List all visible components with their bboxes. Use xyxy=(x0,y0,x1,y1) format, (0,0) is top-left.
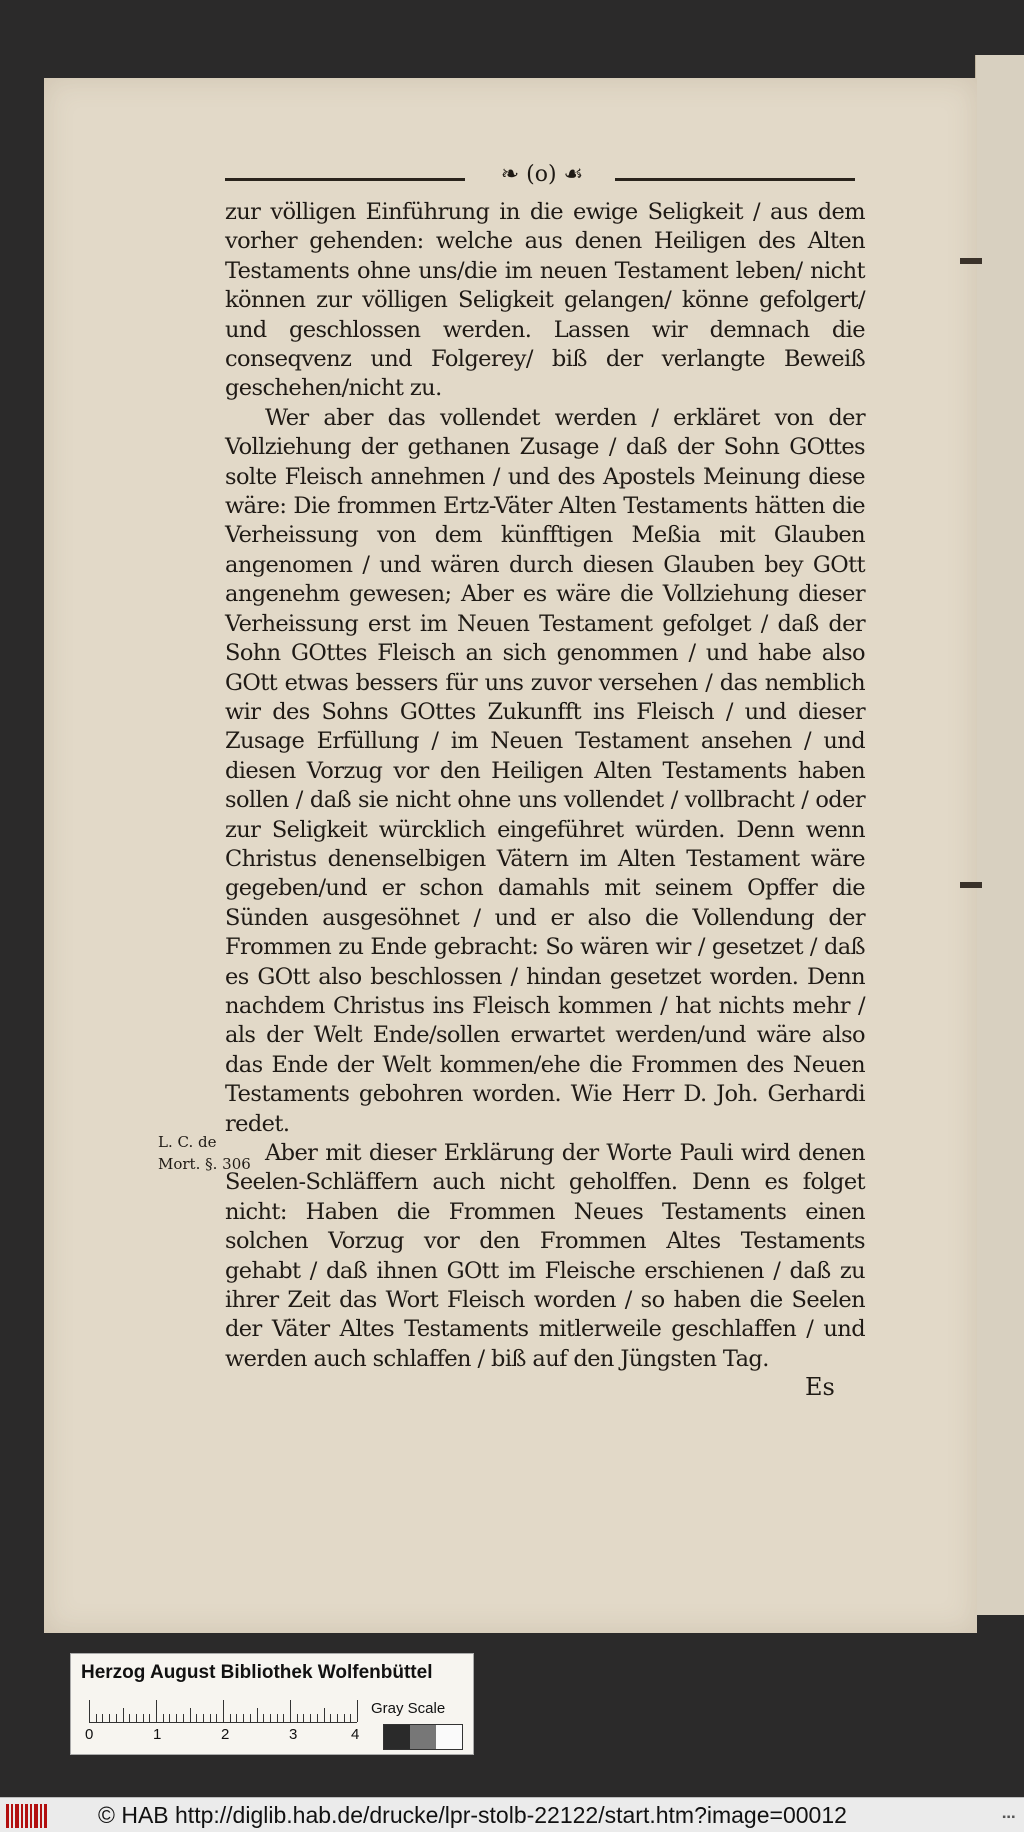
ruler-tick xyxy=(250,1714,251,1722)
ruler-label: 0 xyxy=(85,1726,94,1743)
ruler-label: 2 xyxy=(221,1726,230,1743)
caption-bar xyxy=(0,1797,1024,1832)
ruler-tick xyxy=(303,1714,304,1722)
gray-swatch-mid xyxy=(410,1725,436,1749)
ruler-tick xyxy=(169,1714,170,1722)
paragraph-3: Aber mit dieser Erklärung der Worte Pauli wird denen Seelen-Schläffern auch nicht geholffen. Denn es folget nicht: Haben die Frommen Neues Testaments einen solchen Vorzug vor den Frommen Altes Testaments gehabt / daß ihnen GOtt im Fleische erschienen / daß zu ihrer Zeit das Wort Fleisch worden / so haben die Seelen der Väter Altes Testaments mitlerweile geschlaffen / und werden auch schlaffen / biß auf den Jüngsten Tag. xyxy=(225,1140,865,1372)
ruler-tick xyxy=(317,1714,318,1722)
header-rule-right xyxy=(615,178,855,181)
ruler-tick xyxy=(270,1714,271,1722)
edge-mark-middle xyxy=(960,882,982,888)
ruler-tick xyxy=(203,1714,204,1722)
ruler-tick xyxy=(236,1714,237,1722)
ruler-tick xyxy=(350,1714,351,1722)
gray-swatch-dark xyxy=(384,1725,410,1749)
ruler-label: 1 xyxy=(153,1726,162,1743)
ruler-label: 3 xyxy=(289,1726,298,1743)
page-header xyxy=(225,162,855,190)
ruler-tick xyxy=(330,1714,331,1722)
more-dots-icon: ▪▪▪ xyxy=(1002,1812,1016,1823)
ruler-tick xyxy=(143,1714,144,1722)
ruler-tick xyxy=(223,1700,224,1722)
ruler-tick xyxy=(89,1700,90,1722)
ruler-tick xyxy=(277,1714,278,1722)
ruler-tick xyxy=(243,1714,244,1722)
ruler-tick xyxy=(230,1714,231,1722)
ruler-tick xyxy=(283,1714,284,1722)
hab-logo-icon xyxy=(6,1804,48,1828)
ruler-tick xyxy=(136,1714,137,1722)
margin-note-line1: L. C. de xyxy=(158,1133,217,1151)
page-ornament: ❧ (o) ☙ xyxy=(500,162,584,187)
header-rule-left xyxy=(225,178,465,181)
ruler-tick xyxy=(357,1700,358,1722)
ruler-tick xyxy=(176,1714,177,1722)
ruler-tick xyxy=(149,1714,150,1722)
ruler-tick xyxy=(216,1714,217,1722)
edge-mark-top xyxy=(960,258,982,264)
ruler-tick xyxy=(337,1714,338,1722)
catch-word: Es xyxy=(805,1373,835,1401)
gray-swatch-light xyxy=(436,1725,462,1749)
ruler-tick xyxy=(290,1700,291,1722)
copyright-url[interactable]: © HAB http://diglib.hab.de/drucke/lpr-stolb-22122/start.htm?image=00012 xyxy=(98,1802,847,1828)
ruler-label: 4 xyxy=(351,1726,360,1743)
scale-ruler xyxy=(89,1698,357,1723)
ruler-tick xyxy=(96,1714,97,1722)
gray-scale-swatches xyxy=(383,1724,463,1750)
ruler-tick xyxy=(297,1714,298,1722)
ruler-tick xyxy=(116,1714,117,1722)
margin-note xyxy=(158,1131,258,1175)
color-target-card xyxy=(70,1653,474,1755)
ruler-tick xyxy=(129,1714,130,1722)
ruler-tick xyxy=(196,1714,197,1722)
ruler-tick xyxy=(190,1708,191,1722)
ruler-tick xyxy=(156,1700,157,1722)
page-body-text xyxy=(225,198,865,1374)
ruler-tick xyxy=(310,1714,311,1722)
ruler-tick xyxy=(257,1708,258,1722)
gray-scale-label: Gray Scale xyxy=(371,1700,446,1717)
ruler-tick xyxy=(324,1708,325,1722)
ruler-tick xyxy=(102,1714,103,1722)
ruler-tick xyxy=(123,1708,124,1722)
paragraph-2: Wer aber das vollendet werden / erkläret von der Vollziehung der gethanen Zusage / daß der Sohn GOttes solte Fleisch annehmen / und des Apostels Meinung diese wäre: Die frommen Ertz-Väter Alten Testaments hätten die Verheissung von dem künfftigen Meßia mit Glauben angenomen / und wären durch diesen Glauben bey GOtt angenehm gewesen; Aber es wäre die Vollziehung dieser Verheissung erst im Neuen Testament gefolget / daß der Sohn GOttes Fleisch an sich genommen / und habe also GOtt etwas bessers für uns zuvor versehen / das nemblich wir des Sohns GOttes Zukunfft ins Fleisch / und dieser Zusage Erfüllung / im Neuen Testament ansehen / und diesen Vorzug vor den Heiligen Alten Testaments haben sollen / daß sie nicht ohne uns vollendet / vollbracht / oder zur Seligkeit würcklich eingeführet würden. Denn wenn Christus denenselbigen Vätern im Alten Testament wäre gegeben/und er schon damahls mit seinem Opffer die Sünden ausgesöhnet / und er also die Vollendung der Frommen zu Ende gebracht: So wären wir / gesetzet / daß es GOtt also beschlossen / hindan gesetzet worden. Denn nachdem Christus ins Fleisch kommen / hat nichts mehr / als der Welt Ende/sollen erwartet werden/und wäre also das Ende der Welt kommen/ehe die Frommen des Neuen Testaments gebohren worden. Wie Herr D. Joh. Gerhardi redet. xyxy=(225,404,865,1137)
ruler-tick xyxy=(183,1714,184,1722)
ruler-tick xyxy=(163,1714,164,1722)
next-page-edge xyxy=(975,55,1024,1615)
ruler-tick xyxy=(263,1714,264,1722)
ruler-tick xyxy=(210,1714,211,1722)
ruler-tick xyxy=(344,1714,345,1722)
library-name: Herzog August Bibliothek Wolfenbüttel xyxy=(81,1662,433,1683)
margin-note-line2: Mort. §. 306 xyxy=(158,1155,251,1173)
paragraph-1: zur völligen Einführung in die ewige Seligkeit / aus dem vorher gehenden: welche aus denen Heiligen des Alten Testaments ohne uns/die im neuen Testament leben/ nicht können zur völligen Seligkeit gelangen/ könne gefolgert/ und geschlossen werden. Lassen wir demnach die conseqvenz und Folgerey/ biß der verlangte Beweiß geschehen/nicht zu. xyxy=(225,199,865,402)
ruler-tick xyxy=(109,1714,110,1722)
